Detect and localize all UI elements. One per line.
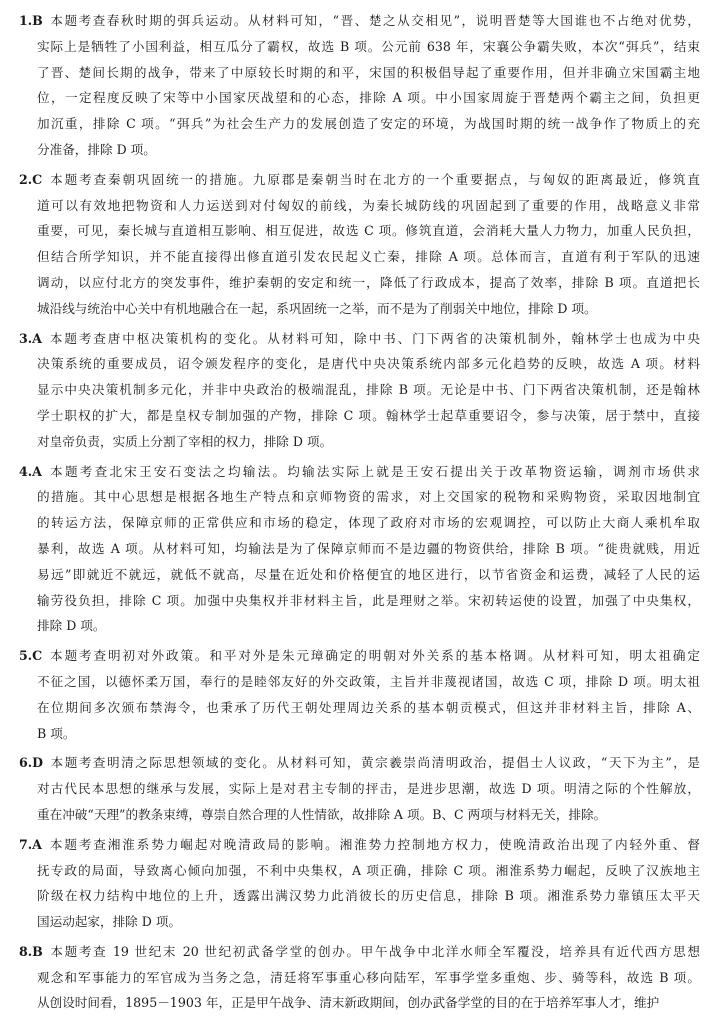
explanation-text: 本题考查明清之际思想领域的变化。从材料可知，黄宗羲崇尚清明政治，提倡士人议政，“天下为主”，是 bbox=[49, 755, 700, 771]
explanation-text: B 项。 bbox=[37, 725, 76, 741]
explanation-text: 的转运方法，保障京师的正常供应和市场的稳定，体现了政府对市场的宏观调控，可以防止大商人乘机牟取 bbox=[37, 515, 700, 531]
explanation-text: 道可以有效地把物资和人力运送到对付匈奴的前线，为秦长城防线的巩固起到了重要的作用，战略意义非常 bbox=[37, 197, 700, 213]
explanation-line bbox=[19, 883, 700, 909]
explanation-first-line bbox=[19, 8, 700, 34]
explanation-text: 本题考查北宋王安石变法之均输法。均输法实际上就是王安石提出关于改革物资运输，调剂市场供求 bbox=[47, 463, 700, 479]
explanation-line bbox=[19, 137, 700, 163]
explanation-line bbox=[19, 351, 700, 377]
explanation-line bbox=[19, 695, 700, 721]
explanation-text: 本题考查 19 世纪末 20 世纪初武备学堂的创办。甲午战争中北洋水师全军覆没，培养具有近代西方思想 bbox=[48, 943, 700, 959]
explanation-first-line bbox=[19, 326, 700, 352]
explanation-line bbox=[19, 536, 700, 562]
explanation-text: 重要，可见，秦长城与直道相互影响、相互促进，故选 C 项。修筑直道，会消耗大量人力物力，加重人民负担， bbox=[37, 223, 700, 239]
question-number: 2. bbox=[19, 171, 33, 187]
explanation-first-line bbox=[19, 832, 700, 858]
question-explanation-7 bbox=[19, 832, 700, 935]
explanation-line bbox=[19, 588, 700, 614]
explanation-first-line bbox=[19, 939, 700, 965]
explanation-first-line bbox=[19, 643, 700, 669]
explanation-line bbox=[19, 990, 700, 1016]
explanation-text: 本题考查秦朝巩固统一的措施。九原郡是秦朝当时在北方的一个重要据点，与匈奴的距离最近，修筑直 bbox=[48, 171, 700, 187]
explanation-text: 在位期间多次颁布禁海令，也秉承了历代王朝处理周边关系的基本朝贡模式，但这并非材料主旨，排除 A、 bbox=[37, 699, 700, 715]
question-explanation-2 bbox=[19, 167, 700, 322]
explanation-line bbox=[19, 802, 700, 828]
answer-letter: B bbox=[32, 13, 43, 28]
explanation-text: 分准备，排除 D 项。 bbox=[37, 141, 156, 157]
explanation-line bbox=[19, 858, 700, 884]
explanation-line bbox=[19, 669, 700, 695]
explanation-text: 但结合所学知识，并不能直接得出修直道引发农民起义亡秦，排除 A 项。总体而言，直道有利于军队的迅速 bbox=[37, 249, 700, 265]
question-number: 7. bbox=[19, 836, 33, 852]
explanation-text: 本题考查唐中枢决策机构的变化。从材料可知，除中书、门下两省的决策机制外，翰林学士也成为中央 bbox=[47, 330, 700, 346]
question-number: 5. bbox=[19, 648, 33, 664]
explanation-text: 国运动起家，排除 D 项。 bbox=[37, 914, 182, 930]
explanation-line bbox=[19, 60, 700, 86]
question-number: 3. bbox=[19, 330, 33, 346]
explanation-text: 显示中央决策机制多元化，并非中央政治的极端混乱，排除 B 项。无论是中书、门下两省决策机制，还是翰林 bbox=[37, 382, 700, 398]
explanation-text: 学士职权的扩大，都是皇权专制加强的产物，排除 C 项。翰林学士起草重要诏令，参与决策，居于禁中，直接 bbox=[37, 407, 700, 423]
answer-letter: C bbox=[32, 648, 43, 664]
explanation-line bbox=[19, 484, 700, 510]
question-number: 6. bbox=[19, 755, 33, 771]
explanation-text: 的措施。其中心思想是根据各地生产特点和京师物资的需求，对上交国家的税物和采购物资，采取因地制宜 bbox=[37, 489, 700, 505]
explanation-line bbox=[19, 296, 700, 322]
explanation-line bbox=[19, 721, 700, 747]
explanation-line bbox=[19, 244, 700, 270]
question-number: 1. bbox=[19, 13, 33, 28]
explanation-line bbox=[19, 909, 700, 935]
answer-letter: D bbox=[32, 755, 44, 771]
explanation-text: 输劳役负担，排除 C 项。加强中央集权并非材料主旨，此是理财之举。宋初转运使的设置，加强了中央集权， bbox=[37, 592, 700, 608]
answer-letter: A bbox=[32, 330, 42, 346]
explanation-line bbox=[19, 111, 700, 137]
explanation-line bbox=[19, 34, 700, 60]
explanation-text: 实际上是牺牲了小国利益，相互瓜分了霸权，故选 B 项。公元前 638 年，宋襄公争霸失败，本次“弭兵”，结束 bbox=[37, 38, 700, 54]
explanation-text: 调动，以应付北方的突发事件，维护秦朝的安定和统一，降低了行政成本，提高了效率，排除 B 项。直道把长 bbox=[37, 274, 700, 290]
explanation-text: 重在冲破“天理”的教条束缚，尊崇自然合理的人性情欲，故排除 A 项。B、C 两项与材料无关，排除。 bbox=[37, 806, 607, 822]
answer-letter: B bbox=[32, 943, 43, 959]
explanation-text: 位，一定程度反映了宋等中小国家厌战望和的心态，排除 A 项。中小国家周旋于晋楚两个霸主之间，负担更 bbox=[37, 90, 700, 106]
explanation-line bbox=[19, 429, 700, 455]
explanation-line bbox=[19, 270, 700, 296]
question-explanation-3 bbox=[19, 326, 700, 455]
question-explanation-1 bbox=[19, 8, 700, 163]
explanation-text: 加沉重，排除 C 项。“弭兵”为社会生产力的发展创造了安定的环境，为战国时期的统一战争作了物质上的充 bbox=[37, 116, 700, 132]
explanation-text: 排除 D 项。 bbox=[37, 618, 106, 634]
explanation-text: 观念和军事能力的军官成为当务之急，清廷将军事重心移向陆军，军事学堂多重炮、步、骑等科，故选 B 项。 bbox=[37, 969, 700, 985]
explanation-text: 了晋、楚间长期的战争，带来了中原较长时期的和平，宋国的积极倡导起了重要作用，但并非确立宋国霸主地 bbox=[37, 64, 700, 80]
explanation-first-line bbox=[19, 750, 700, 776]
explanation-line bbox=[19, 377, 700, 403]
explanation-text: 暴利，故选 A 项。从材料可知，均输法是为了保障京师而不是边疆的物资供给，排除 B 项。“徙贵就贱，用近 bbox=[37, 540, 700, 556]
explanation-line bbox=[19, 613, 700, 639]
explanation-text: 本题考查明初对外政策。和平对外是朱元璋确定的明朝对外关系的基本格调。从材料可知，明太祖确定 bbox=[48, 648, 700, 664]
explanation-line bbox=[19, 218, 700, 244]
question-explanation-4 bbox=[19, 459, 700, 640]
explanation-text: 阶级在权力结构中地位的上升，透露出满汉势力此消彼长的历史信息，排除 B 项。湘淮系势力靠镇压太平天 bbox=[37, 888, 700, 904]
answer-letter: A bbox=[32, 463, 42, 479]
explanation-text: 决策系统的重要成员，诏令颁发程序的变化，是唐代中央决策系统内部多元化趋势的反映，故选 A 项。材料 bbox=[37, 356, 700, 372]
explanation-text: 抚专政的局面，导致离心倾向加强，不利中央集权，A 项正确，排除 C 项。湘淮系势力崛起，反映了汉族地主 bbox=[37, 862, 700, 878]
explanation-text: 易远”即就近不就远，就低不就高，尽量在近处和价格便宜的地区进行，以节省资金和运费，减轻了人民的运 bbox=[37, 566, 700, 582]
explanation-text: 城沿线与统治中心关中有机地融合在一起，系巩固统一之举，而不是为了削弱关中地位，排除 D 项。 bbox=[37, 300, 597, 316]
question-number: 4. bbox=[19, 463, 33, 479]
explanation-text: 对古代民本思想的继承与发展，实际上是对君主专制的抨击，是进步思潮，故选 D 项。明清之际的个性解放， bbox=[37, 781, 700, 797]
explanation-text: 对皇帝负责，实质上分割了宰相的权力，排除 D 项。 bbox=[37, 433, 333, 449]
explanation-line bbox=[19, 85, 700, 111]
question-explanation-8 bbox=[19, 939, 700, 1016]
explanation-line bbox=[19, 562, 700, 588]
answer-letter: A bbox=[32, 836, 42, 852]
explanation-text: 不征之国，以德怀柔万国，奉行的是睦邻友好的外交政策，主旨并非蔑视诸国，故选 C 项，排除 D 项。明太祖 bbox=[37, 673, 700, 689]
question-explanation-6 bbox=[19, 750, 700, 827]
explanation-line bbox=[19, 403, 700, 429]
explanation-text: 从创设时间看，1895－1903 年，正是甲午战争、清末新政期间，创办武备学堂的目的在于培养军事人才，维护 bbox=[37, 995, 660, 1011]
explanation-line bbox=[19, 965, 700, 991]
explanation-line bbox=[19, 510, 700, 536]
explanation-text: 本题考查湘淮系势力崛起对晚清政局的影响。湘淮势力控制地方权力，使晚清政治出现了内轻外重、督 bbox=[47, 836, 700, 852]
explanation-first-line bbox=[19, 459, 700, 485]
explanation-first-line bbox=[19, 167, 700, 193]
question-number: 8. bbox=[19, 943, 33, 959]
explanation-text: 本题考查春秋时期的弭兵运动。从材料可知，“晋、楚之从交相见”，说明晋楚等大国谁也不占绝对优势， bbox=[48, 13, 700, 28]
explanation-line bbox=[19, 776, 700, 802]
question-explanation-5 bbox=[19, 643, 700, 746]
answer-letter: C bbox=[32, 171, 43, 187]
explanation-line bbox=[19, 193, 700, 219]
